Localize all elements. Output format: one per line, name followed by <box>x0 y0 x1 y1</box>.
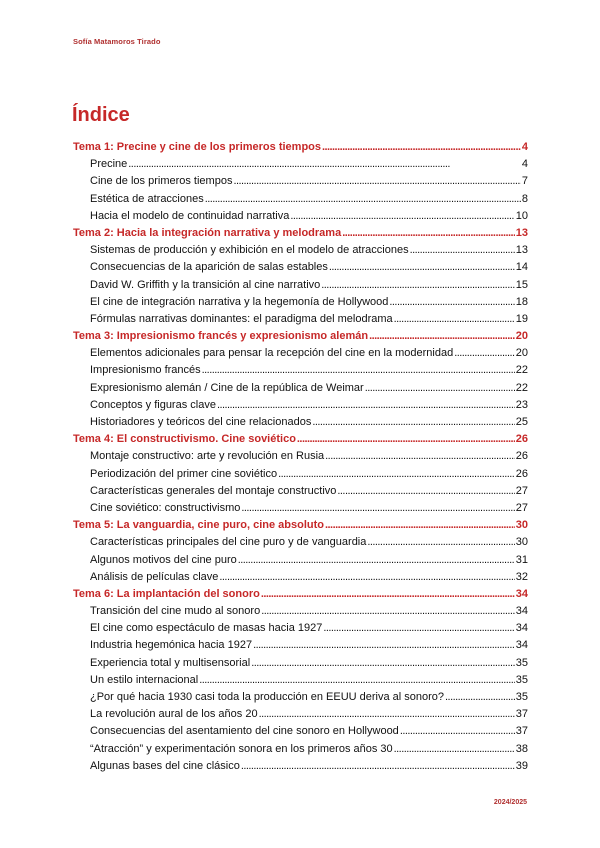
toc-entry-label: Expresionismo alemán / Cine de la república de Weimar <box>90 381 364 394</box>
toc-section-entry[interactable] <box>73 552 528 569</box>
toc-page-number: 22 <box>515 364 528 377</box>
toc-page-number: 13 <box>515 226 528 239</box>
toc-entry-label: Montaje constructivo: arte y revolución en Rusia <box>90 450 325 463</box>
toc-section-entry[interactable] <box>73 397 528 414</box>
toc-section-entry[interactable] <box>73 277 528 294</box>
toc-page-number: 19 <box>515 312 528 325</box>
toc-page-number: 26 <box>515 433 528 446</box>
dot-leader <box>219 569 514 586</box>
dot-leader <box>241 758 515 775</box>
dot-leader <box>445 689 515 706</box>
dot-leader <box>241 500 514 517</box>
toc-entry-label: Tema 4: El constructivismo. Cine soviético <box>73 433 296 446</box>
toc-entry-label: Industria hegemónica hacia 1927 <box>90 639 253 652</box>
toc-section-entry[interactable] <box>73 689 528 706</box>
toc-entry-label: Características principales del cine puro y de vanguardia <box>90 536 367 549</box>
toc-entry-label: Periodización del primer cine soviético <box>90 467 278 480</box>
toc-page-number: 4 <box>521 141 528 153</box>
toc-section-entry[interactable] <box>73 380 528 397</box>
toc-section-entry[interactable] <box>73 259 528 276</box>
toc-section-entry[interactable] <box>73 655 528 672</box>
dot-leader <box>410 242 515 259</box>
toc-entry-label: Cine soviético: constructivismo <box>90 501 241 514</box>
toc-chapter-entry[interactable] <box>73 139 528 156</box>
toc-page-number: 34 <box>515 622 528 635</box>
toc-entry-label: Hacia el modelo de continuidad narrativa <box>90 209 290 222</box>
toc-page-number: 18 <box>515 295 528 308</box>
toc-entry-label: David W. Griffith y la transición al cine narrativo <box>90 278 321 291</box>
dot-leader <box>205 191 521 208</box>
toc-chapter-entry[interactable] <box>73 517 528 534</box>
toc-section-entry[interactable] <box>73 483 528 500</box>
dot-leader <box>389 294 514 311</box>
toc-page-number: 37 <box>515 708 528 721</box>
toc-page-number: 13 <box>515 244 528 257</box>
toc-chapter-entry[interactable] <box>73 586 528 603</box>
toc-entry-label: La revolución aural de los años 20 <box>90 708 258 721</box>
toc-page-number: 35 <box>515 673 528 686</box>
dot-leader <box>202 362 515 379</box>
toc-entry-label: Estética de atracciones <box>90 192 204 205</box>
toc-section-entry[interactable] <box>73 362 528 379</box>
toc-page-number: 27 <box>515 501 528 514</box>
dot-leader <box>253 637 515 654</box>
dot-leader <box>365 380 515 397</box>
dot-leader <box>394 741 515 758</box>
toc-entry-label: Cine de los primeros tiempos <box>90 175 233 188</box>
dot-leader <box>261 586 515 603</box>
dot-leader <box>312 414 514 431</box>
toc-page-number: 20 <box>515 330 528 343</box>
dot-leader <box>217 397 515 414</box>
dot-leader <box>261 603 515 620</box>
toc-entry-label: Fórmulas narrativas dominantes: el paradigma del melodrama <box>90 312 393 325</box>
dot-leader <box>238 552 515 569</box>
toc-section-entry[interactable] <box>73 741 528 758</box>
toc-section-entry[interactable] <box>73 345 528 362</box>
toc-entry-label: Un estilo internacional <box>90 673 199 686</box>
toc-section-entry[interactable] <box>73 620 528 637</box>
toc-section-entry[interactable] <box>73 466 528 483</box>
toc-section-entry[interactable] <box>73 294 528 311</box>
toc-page-number: 23 <box>515 398 528 411</box>
toc-page-number: 8 <box>521 192 528 205</box>
toc-page-number: 30 <box>515 519 528 532</box>
toc-page-number: 7 <box>521 175 528 188</box>
dot-leader <box>369 328 515 345</box>
toc-entry-label: Impresionismo francés <box>90 364 201 377</box>
page-title: Índice <box>72 104 130 126</box>
toc-section-entry[interactable] <box>73 191 528 208</box>
toc-entry-label: Tema 2: Hacia la integración narrativa y melodrama <box>73 226 342 239</box>
toc-page-number: 22 <box>515 381 528 394</box>
toc-section-entry[interactable] <box>73 448 528 465</box>
dot-leader <box>321 277 514 294</box>
toc-entry-label: Tema 1: Precine y cine de los primeros tiempos <box>73 141 321 153</box>
toc-page-number: 34 <box>515 605 528 618</box>
dot-leader <box>394 311 515 328</box>
toc-page-number: 34 <box>515 639 528 652</box>
dot-leader <box>325 448 515 465</box>
dot-leader <box>342 225 515 242</box>
toc-entry-label: Algunas bases del cine clásico <box>90 759 240 772</box>
toc-entry-label: Experiencia total y multisensorial <box>90 656 251 669</box>
toc-entry-label: Tema 5: La vanguardia, cine puro, cine absoluto <box>73 519 325 532</box>
toc-section-entry[interactable] <box>73 706 528 723</box>
running-footer-year: 2024/2025 <box>493 799 527 806</box>
dot-leader <box>322 139 521 156</box>
running-header-author: Sofía Matamoros Tirado <box>73 37 161 46</box>
dot-leader <box>278 466 515 483</box>
toc-chapter-entry[interactable] <box>73 225 528 242</box>
toc-page-number: 27 <box>515 484 528 497</box>
toc-entry-label: Historiadores y teóricos del cine relacionados <box>90 416 312 428</box>
toc-section-entry[interactable] <box>73 637 528 654</box>
toc-section-entry[interactable] <box>73 603 528 620</box>
dot-leader <box>325 517 515 534</box>
toc-entry-label: Transición del cine mudo al sonoro <box>90 605 261 618</box>
toc-chapter-entry[interactable] <box>73 431 528 448</box>
toc-page-number: 26 <box>515 450 528 463</box>
dot-leader <box>128 156 521 173</box>
toc-entry-label: Tema 3: Impresionismo francés y expresionismo alemán <box>73 330 369 343</box>
toc-entry-label: Características generales del montaje constructivo <box>90 484 337 497</box>
toc-page-number: 30 <box>515 536 528 549</box>
toc-page-number: 35 <box>515 691 528 703</box>
toc-section-entry[interactable] <box>73 723 528 740</box>
toc-page-number: 26 <box>515 467 528 480</box>
toc-page-number: 4 <box>521 158 528 171</box>
toc-entry-label: “Atracción” y experimentación sonora en los primeros años 30 <box>90 742 393 755</box>
dot-leader <box>400 723 515 740</box>
dot-leader <box>251 655 515 672</box>
toc-section-entry[interactable] <box>73 173 528 190</box>
toc-section-entry[interactable] <box>73 672 528 689</box>
dot-leader <box>454 345 515 362</box>
toc-page-number: 37 <box>515 725 528 738</box>
toc-page-number: 14 <box>515 261 528 274</box>
table-of-contents <box>73 139 528 775</box>
dot-leader <box>199 672 515 689</box>
toc-section-entry[interactable] <box>73 758 528 775</box>
dot-leader <box>367 534 514 551</box>
toc-entry-label: ¿Por qué hacia 1930 casi toda la producción en EEUU deriva al sonoro? <box>90 691 445 703</box>
toc-entry-label: Precine <box>90 158 128 171</box>
toc-section-entry[interactable] <box>73 534 528 551</box>
toc-section-entry[interactable] <box>73 414 528 431</box>
dot-leader <box>337 483 514 500</box>
toc-entry-label: Consecuencias del asentamiento del cine sonoro en Hollywood <box>90 725 399 738</box>
toc-page-number: 32 <box>515 570 528 583</box>
toc-section-entry[interactable] <box>73 569 528 586</box>
dot-leader <box>259 706 515 723</box>
dot-leader <box>233 173 520 190</box>
toc-section-entry[interactable] <box>73 311 528 328</box>
toc-page-number: 34 <box>515 587 528 600</box>
toc-page-number: 10 <box>515 209 528 222</box>
toc-entry-label: Sistemas de producción y exhibición en el modelo de atracciones <box>90 244 409 257</box>
dot-leader <box>290 208 514 225</box>
dot-leader <box>323 620 514 637</box>
toc-page-number: 38 <box>515 742 528 755</box>
toc-page-number: 15 <box>515 278 528 291</box>
toc-section-entry[interactable] <box>73 242 528 259</box>
toc-chapter-entry[interactable] <box>73 328 528 345</box>
toc-page-number: 25 <box>515 416 528 428</box>
dot-leader <box>329 259 515 276</box>
toc-entry-label: El cine de integración narrativa y la hegemonía de Hollywood <box>90 295 389 308</box>
toc-entry-label: Elementos adicionales para pensar la recepción del cine en la modernidad <box>90 347 454 360</box>
toc-section-entry[interactable] <box>73 500 528 517</box>
toc-section-entry[interactable] <box>73 156 528 173</box>
toc-entry-label: El cine como espectáculo de masas hacia 1927 <box>90 622 323 635</box>
toc-section-entry[interactable] <box>73 208 528 225</box>
toc-page-number: 31 <box>515 553 528 566</box>
toc-entry-label: Análisis de películas clave <box>90 570 219 583</box>
toc-entry-label: Algunos motivos del cine puro <box>90 553 237 566</box>
toc-entry-label: Tema 6: La implantación del sonoro <box>73 587 260 600</box>
toc-page-number: 35 <box>515 656 528 669</box>
toc-page-number: 39 <box>515 759 528 772</box>
toc-entry-label: Conceptos y figuras clave <box>90 398 216 411</box>
toc-entry-label: Consecuencias de la aparición de salas estables <box>90 261 328 274</box>
dot-leader <box>297 431 515 448</box>
toc-page-number: 20 <box>515 347 528 360</box>
